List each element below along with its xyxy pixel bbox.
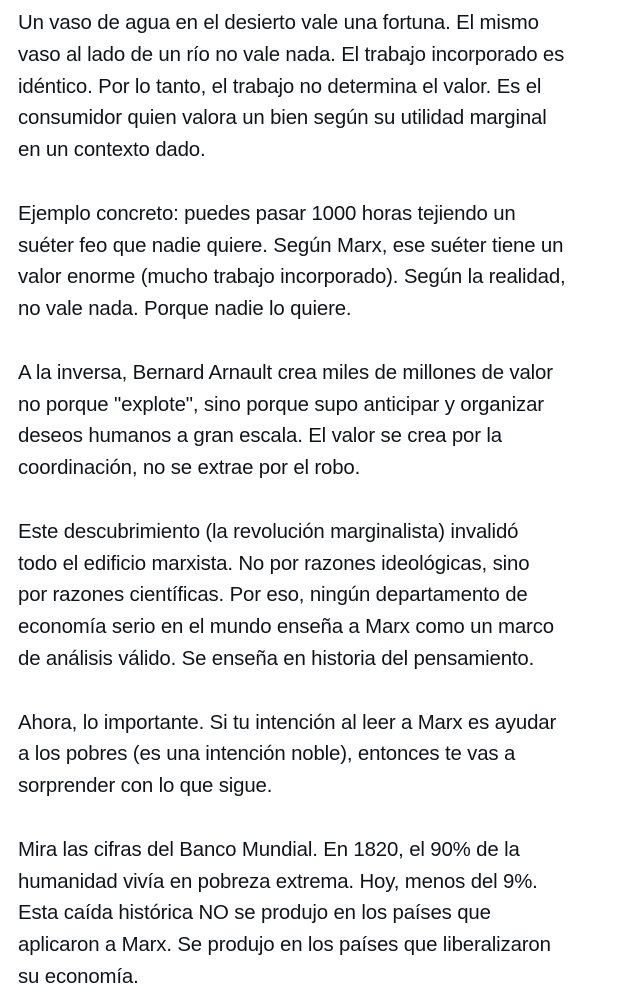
paragraph-arnault — [18, 358, 623, 485]
paragraph-world-bank — [18, 835, 623, 994]
text-line: aplicaron a Marx. Se produjo en los países que liberalizaron — [18, 934, 551, 957]
text-line: Este descubrimiento (la revolución marginalista) invalidó — [18, 520, 519, 543]
text-line: Ahora, lo importante. Si tu intención al leer a Marx es ayudar — [18, 711, 557, 734]
text-line: A la inversa, Bernard Arnault crea miles de millones de valor — [18, 361, 553, 384]
text-line: sorprender con lo que sigue. — [18, 775, 273, 798]
text-line: humanidad vivía en pobreza extrema. Hoy, menos del 9%. — [18, 870, 538, 893]
text-line: Ejemplo concreto: puedes pasar 1000 horas tejiendo un — [18, 202, 516, 225]
text-line: en un contexto dado. — [18, 139, 206, 162]
text-line: Esta caída histórica NO se produjo en los países que — [18, 902, 491, 925]
text-line: valor enorme (mucho trabajo incorporado). Según la realidad, — [18, 266, 566, 289]
text-line: Mira las cifras del Banco Mundial. En 1820, el 90% de la — [18, 838, 520, 861]
text-line: coordinación, no se extrae por el robo. — [18, 457, 361, 480]
paragraph-marginalist-revolution — [18, 517, 623, 676]
text-line: idéntico. Por lo tanto, el trabajo no determina el valor. Es el — [18, 75, 542, 98]
paragraph-water-example — [18, 8, 623, 167]
paragraph-intention — [18, 708, 623, 803]
text-line: deseos humanos a gran escala. El valor se crea por la — [18, 425, 502, 448]
text-line: a los pobres (es una intención noble), entonces te vas a — [18, 743, 516, 766]
text-line: su economía. — [18, 965, 139, 988]
text-line: consumidor quien valora un bien según su utilidad marginal — [18, 107, 547, 130]
text-line: suéter feo que nadie quiere. Según Marx, ese suéter tiene un — [18, 234, 564, 257]
text-line: por razones científicas. Por eso, ningún departamento de — [18, 584, 528, 607]
text-line: todo el edificio marxista. No por razones ideológicas, sino — [18, 552, 530, 575]
text-line: vaso al lado de un río no vale nada. El trabajo incorporado es — [18, 43, 565, 66]
text-line: no vale nada. Porque nadie lo quiere. — [18, 298, 352, 321]
text-line: no porque "explote", sino porque supo anticipar y organizar — [18, 393, 544, 416]
text-line: de análisis válido. Se enseña en historia del pensamiento. — [18, 647, 535, 670]
text-line: economía serio en el mundo enseña a Marx como un marco — [18, 616, 554, 639]
text-line: Un vaso de agua en el desierto vale una fortuna. El mismo — [18, 12, 539, 34]
paragraph-sweater-example — [18, 199, 623, 326]
